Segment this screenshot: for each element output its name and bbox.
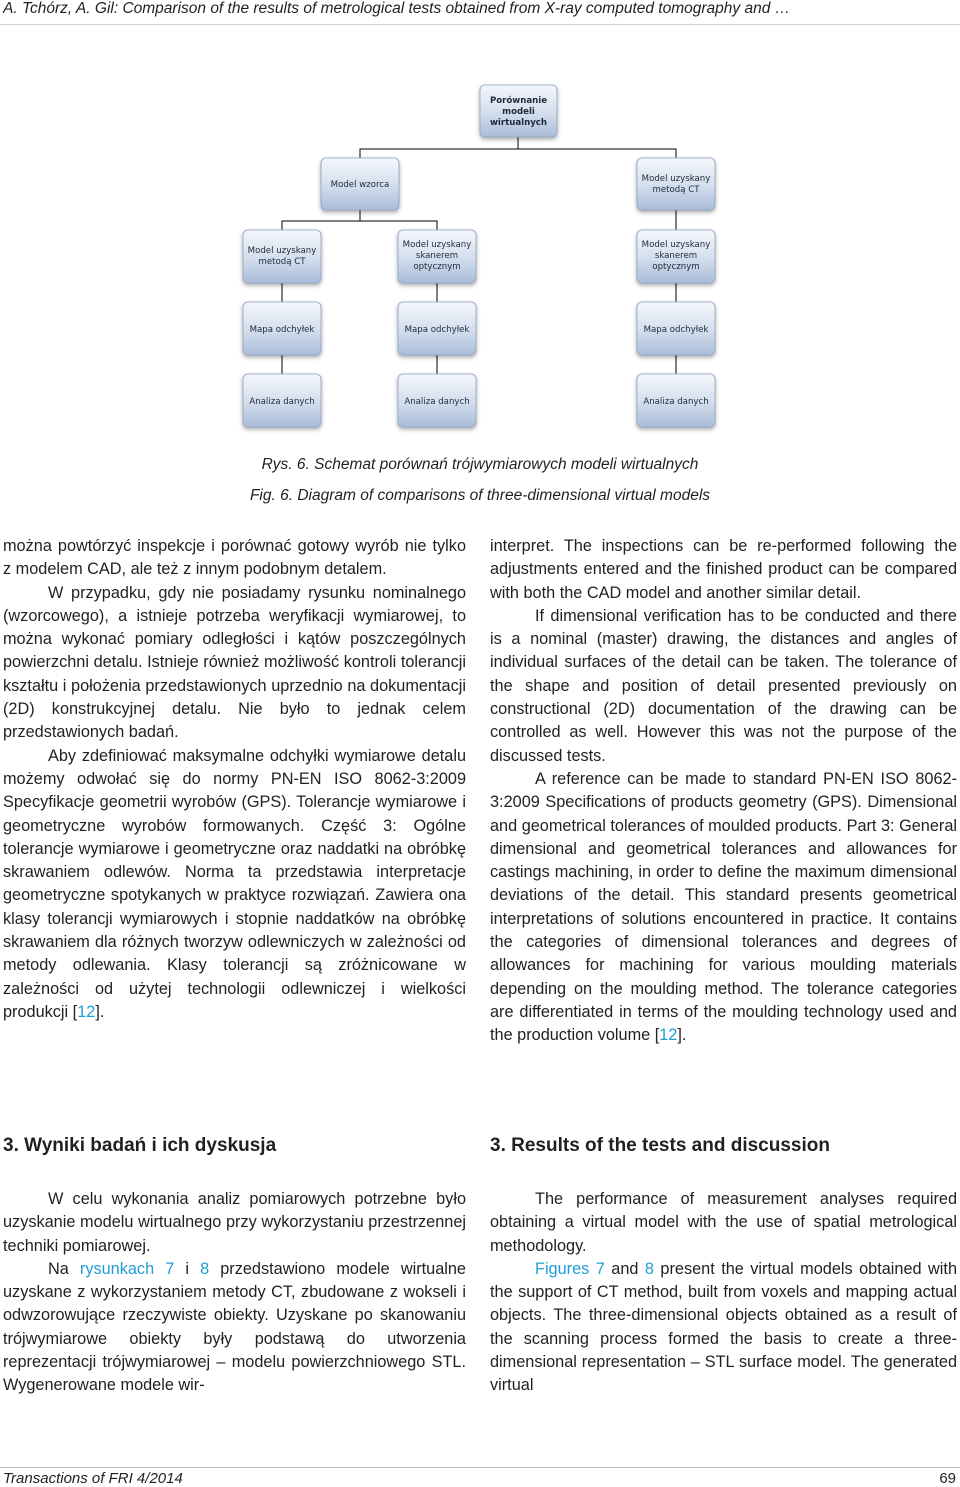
figure-caption-pl-label: Rys. 6. — [261, 456, 310, 473]
left-paragraph-3-end: ]. — [95, 1002, 105, 1021]
right-paragraph-2: If dimensional verification has to be conducted and there is a nominal (master) drawing, the distances and angles of individual surfaces of the detail can be taken. The tolerance of the shape and position of detail presented previously on constructional (2D) documentation of the drawing can be controlled as well. However this was not the purpose of the discussed tests. — [490, 606, 957, 765]
node-l3-map-mid-label: Mapa odchyłek — [404, 325, 470, 335]
left-section-paragraph-2-and: i — [174, 1259, 201, 1278]
node-l2-scanner-mid-line3: optycznym — [413, 262, 461, 272]
right-section-paragraph-2-and: and — [604, 1259, 645, 1278]
right-section-paragraph-2-rest: present the virtual models obtained with the support of CT method, built from voxels and mapping actual objects. The three-dimensional objects obtained as a result of the scanning process formed the basis to create a three-dimensional representation – STL surface model. The generated virtual — [490, 1259, 958, 1395]
node-l3-map-left-label: Mapa odchyłek — [249, 325, 315, 335]
left-column-text — [3, 535, 466, 1024]
node-root-line3: wirtualnych — [489, 118, 548, 128]
svg-text:Mapa odchyłek — [405, 325, 470, 335]
svg-text:Analiza danych — [643, 397, 708, 407]
connector-model-wzorca — [282, 210, 360, 230]
node-l4-analysis-mid-label: Analiza danych — [404, 397, 470, 407]
figure-7-link-en[interactable]: Figures 7 — [535, 1259, 605, 1278]
left-paragraph-3-text: Aby zdefiniować maksymalne odchyłki wymiarowe detalu możemy odwołać się do normy PN-EN ISO 8062-3:2009 Specyfikacje geometrii wyrobów (GPS). Tolerancje wymiarowe i geometryczne wyrobów formowanych. Część 3: Ogólne tolerancje wymiarowe i geometryczne oraz naddatki na obróbkę skrawaniem odlewów. Norma ta przedstawia interpretacje geometryczne spotykanych w praktyce rozwiązań. Zawiera ona klasy tolerancji wymiarowych i stopnie naddatków na obróbkę skrawaniem dla różnych tworzyw odlewniczych w zależności od metody odlewania. Klasy tolerancji są zróżnicowane w zależności od użytej technologii odlewniczej i wielkości produkcji [ — [3, 746, 466, 1021]
left-section-paragraph-1: W celu wykonania analiz pomiarowych potrzebne było uzyskanie modelu wirtualnego przy wykorzystaniu przestrzennej techniki pomiarowej. — [3, 1190, 466, 1255]
node-l2-scanner-mid-line1: Model uzyskany — [402, 240, 472, 250]
left-paragraph-3 — [3, 745, 466, 1025]
footer-page-number: 69 — [939, 1470, 956, 1487]
figure-7-link-pl[interactable]: rysunkach 7 — [79, 1259, 175, 1278]
svg-text:Analiza danych — [249, 397, 314, 407]
node-l2-scanner-right — [637, 230, 715, 283]
node-l2-scanner-right-line2: skanerem — [654, 251, 698, 261]
node-l4-analysis-right — [637, 374, 715, 427]
left-paragraph-2: W przypadku, gdy nie posiadamy rysunku nominalnego (wzorcowego), a istnieje potrzeba weryfikacji wymiarowej, to można wykonać pomiary odległości i kątów poszczególnych powierzchni detalu. Istnieje również możliwość kontroli tolerancji kształtu i położenia przedstawionych uprzednio na dokumentacji (2D) konstrukcyjnej detalu. Nie było to jednak celem przedstawionych badań. — [3, 583, 466, 742]
node-l3-map-right — [637, 302, 715, 355]
left-paragraph-1: można powtórzyć inspekcje i porównać gotowy wyrób nie tylko z modelem CAD, ale też z innym podobnym detalem. — [3, 537, 466, 579]
header-rule — [0, 24, 960, 25]
connector-root-right — [518, 149, 676, 158]
figure-caption-en-label: Fig. 6. — [249, 487, 294, 504]
node-root-line1: Porównanie — [489, 96, 548, 106]
node-model-wzorca — [321, 158, 399, 210]
figure-caption-en — [0, 486, 960, 506]
right-section-paragraph-1: The performance of measurement analyses required obtaining a virtual model with the use of spatial metrological methodology. — [490, 1190, 957, 1255]
left-section-paragraph-2 — [3, 1258, 466, 1398]
svg-text:Mapa odchyłek — [250, 325, 315, 335]
figure-8-link-pl[interactable]: 8 — [200, 1259, 210, 1278]
node-l2-scanner-right-line1: Model uzyskany — [641, 240, 711, 250]
running-head: A. Tchórz, A. Gil: Comparison of the results of metrological tests obtained from X-ray computed tomography and … — [3, 0, 791, 17]
node-l2-scanner-mid — [398, 230, 476, 283]
node-l4-analysis-right-label: Analiza danych — [643, 397, 709, 407]
left-section-paragraph-2-rest: przedstawiono modele wirtualne uzyskane z wykorzystaniem metody CT, zbudowane z wokseli i odwzorowujące rzeczywiste obiekty. Uzyskane po skanowaniu trójwymiarowe obiekty były podstawą do utworzenia reprezentacji trójwymiarowej – modelu powierzchniowego STL. Wygenerowane modele wir- — [3, 1259, 466, 1395]
right-citation-link[interactable]: 12 — [659, 1026, 678, 1045]
figure-caption-en-text: Diagram of comparisons of three-dimensional virtual models — [297, 487, 711, 504]
node-l2-ct-line2: metodą CT — [258, 257, 306, 267]
node-l2-ct-line1: Model uzyskany — [247, 246, 317, 256]
svg-text:Mapa odchyłek — [644, 325, 709, 335]
node-l4-analysis-mid — [398, 374, 476, 427]
left-citation-link[interactable]: 12 — [77, 1002, 96, 1021]
node-root-line2: modeli — [502, 107, 535, 117]
node-l2-scanner-right-line3: optycznym — [652, 262, 700, 272]
node-l4-analysis-left-label: Analiza danych — [249, 397, 315, 407]
left-column-section-text — [3, 1188, 466, 1398]
node-l2-scanner-mid-line2: skanerem — [415, 251, 459, 261]
figure-8-link-en[interactable]: 8 — [644, 1259, 654, 1278]
section-heading-pl: 3. Wyniki badań i ich dyskusja — [3, 1135, 277, 1156]
node-model-ct-right — [637, 158, 715, 210]
footer-rule — [0, 1467, 960, 1468]
right-section-paragraph-2 — [490, 1258, 957, 1398]
right-column-text — [490, 535, 957, 1048]
connector-model-wzorca-mid — [360, 221, 437, 230]
right-paragraph-1: interpret. The inspections can be re-performed following the adjustments entered and the finished product can be compared with both the CAD model and another similar detail. — [490, 537, 957, 602]
figure-caption-pl — [0, 455, 960, 475]
node-root — [480, 85, 557, 137]
footer-journal: Transactions of FRI 4/2014 — [3, 1470, 183, 1487]
svg-text:Model wzorca — [331, 180, 390, 190]
section-heading-en: 3. Results of the tests and discussion — [490, 1135, 830, 1156]
node-l2-ct — [243, 230, 321, 283]
node-model-wzorca-label: Model wzorca — [330, 180, 390, 190]
connector-root — [360, 137, 518, 158]
right-paragraph-3 — [490, 768, 957, 1048]
node-l3-map-left — [243, 302, 321, 355]
node-model-ct-right-line2: metodą CT — [652, 185, 700, 195]
right-column-section-text — [490, 1188, 957, 1398]
left-section-paragraph-2-start: Na — [48, 1259, 80, 1278]
right-paragraph-3-text: A reference can be made to standard PN-EN ISO 8062-3:2009 Specifications of products geometry (GPS). Dimensional and geometrical tolerances of moulded products. Part 3: General dimensional and geometrical tolerances and allowances for castings machining, in order to define the maximum dimensional deviations of the detail. This standard presents geometrical interpretations of solutions encountered in practice. It contains the categories of dimensional tolerances and degrees of allowances for machining for various moulding materials depending on the moulding method. The tolerance categories are differentiated in terms of the moulding technology used and the production volume [ — [490, 769, 957, 1045]
figure-caption-pl-text: Schemat porównań trójwymiarowych modeli wirtualnych — [314, 456, 699, 473]
right-paragraph-3-end: ]. — [677, 1026, 687, 1045]
node-l4-analysis-left — [243, 374, 321, 427]
comparison-diagram — [0, 80, 960, 450]
node-model-ct-right-line1: Model uzyskany — [641, 174, 711, 184]
node-l3-map-mid — [398, 302, 476, 355]
node-l3-map-right-label: Mapa odchyłek — [643, 325, 709, 335]
svg-text:Analiza danych — [404, 397, 469, 407]
